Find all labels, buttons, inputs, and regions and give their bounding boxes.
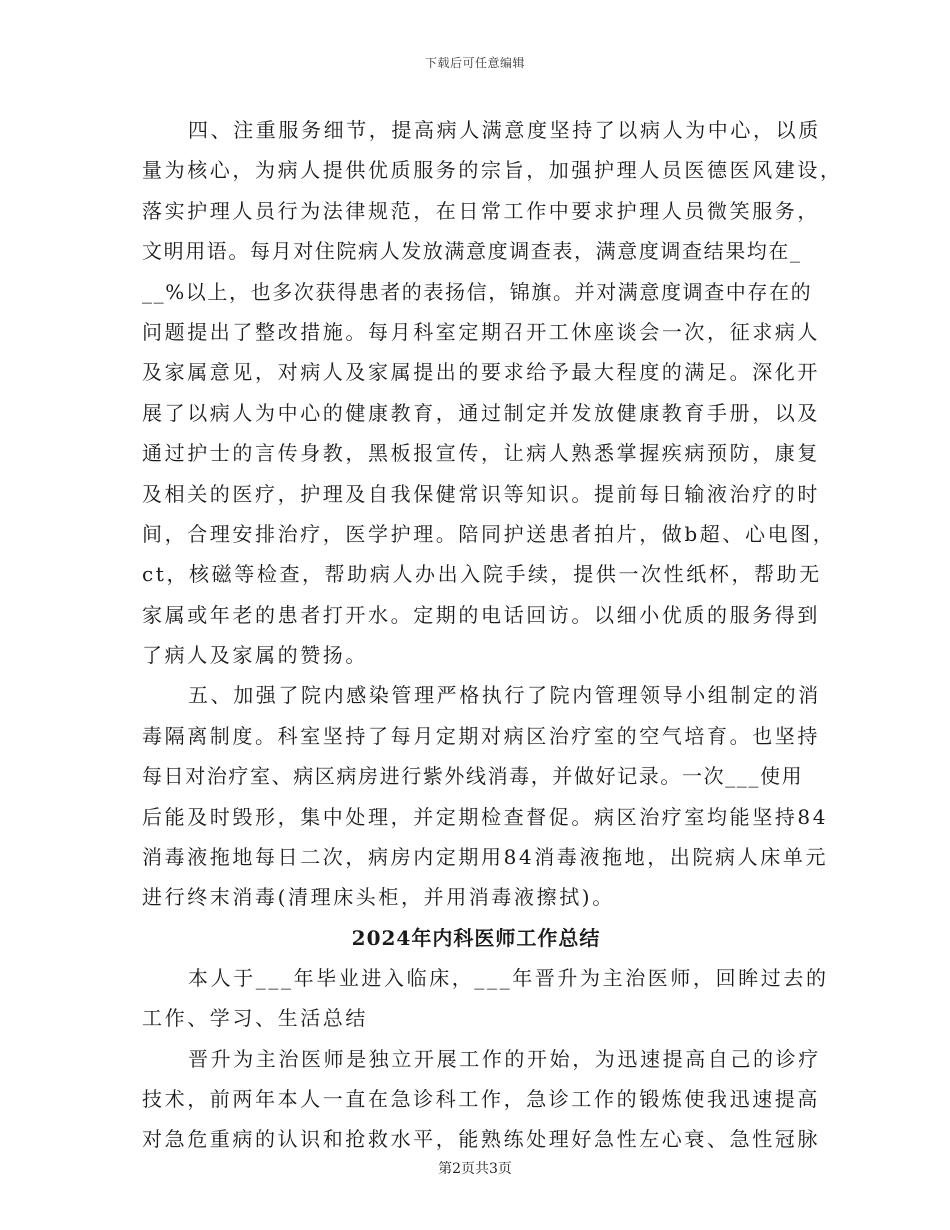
text-line: 四、注重服务细节，提高病人满意度坚持了以病人为中心，以质 — [188, 118, 821, 142]
text-line: 本人于___年毕业进入临床，___年晋升为主治医师，回眸过去的 — [188, 965, 829, 990]
document-body — [142, 110, 843, 1160]
text-line: 每日对治疗室、病区病房进行紫外线消毒，并做好记录。一次___使用 — [142, 764, 804, 789]
text-line: 间，合理安排治疗，医学护理。陪同护送患者拍片，做b超、心电图， — [142, 521, 836, 546]
text-line: 后能及时毁形，集中处理，并定期检查督促。病区治疗室均能坚持84 — [142, 804, 829, 829]
section-5-paragraph — [142, 675, 829, 917]
page-header-note: 下载后可任意编辑 — [424, 56, 525, 70]
text-line: 晋升为主治医师是独立开展工作的开始，为迅速提高自己的诊疗 — [188, 1046, 821, 1071]
text-line: 及相关的医疗，护理及自我保健常识等知识。提前每日输液治疗的时 — [142, 481, 820, 506]
page-number: 第2页共3页 — [438, 1161, 512, 1177]
text-line: 家属或年老的患者打开水。定期的电话回访。以细小优质的服务得到 — [142, 602, 820, 627]
text-line: 进行终末消毒(清理床头柜，并用消毒液擦拭)。 — [142, 885, 615, 910]
text-line: 了病人及家属的赞扬。 — [142, 643, 368, 668]
text-line: 毒隔离制度。科室坚持了每月定期对病区治疗室的空气培育。也坚持 — [142, 723, 820, 748]
text-line: 消毒液拖地每日二次，病房内定期用84消毒液拖地，出院病人床单元 — [142, 845, 829, 870]
promotion-paragraph — [142, 1039, 821, 1160]
text-line: 文明用语。每月对住院病人发放满意度调查表，满意度调查结果均在_ — [142, 239, 802, 264]
text-line: 对急危重病的认识和抢救水平，能熟练处理好急性左心衰、急性冠脉 — [142, 1127, 820, 1152]
text-line: 工作、学习、生活总结 — [142, 1006, 368, 1031]
text-line: 通过护士的言传身教，黑板报宣传，让病人熟悉掌握疾病预防，康复 — [142, 441, 820, 466]
text-line: 问题提出了整改措施。每月科室定期召开工休座谈会一次，征求病人 — [142, 319, 820, 344]
text-line: 及家属意见，对病人及家属提出的要求给予最大程度的满足。深化开 — [142, 360, 820, 385]
text-line: 量为核心，为病人提供优质服务的宗旨，加强护理人员医德医风建设， — [142, 158, 843, 183]
section-4-paragraph — [142, 110, 843, 675]
text-line: 技术，前两年本人一直在急诊科工作，急诊工作的锻炼使我迅速提高 — [142, 1086, 820, 1111]
text-line: 落实护理人员行为法律规范，在日常工作中要求护理人员微笑服务， — [142, 198, 820, 223]
document-title: 2024年内科医师工作总结 — [351, 925, 601, 950]
text-line: 五、加强了院内感染管理严格执行了院内管理领导小组制定的消 — [188, 683, 821, 708]
text-line: ct，核磁等检查，帮助病人办出入院手续，提供一次性纸杯，帮助无 — [142, 562, 822, 587]
text-line: 展了以病人为中心的健康教育，通过制定并发放健康教育手册，以及 — [142, 400, 820, 425]
intro-paragraph — [142, 958, 829, 1039]
text-line: __%以上，也多次获得患者的表扬信，锦旗。并对满意度调查中存在的 — [142, 279, 813, 304]
